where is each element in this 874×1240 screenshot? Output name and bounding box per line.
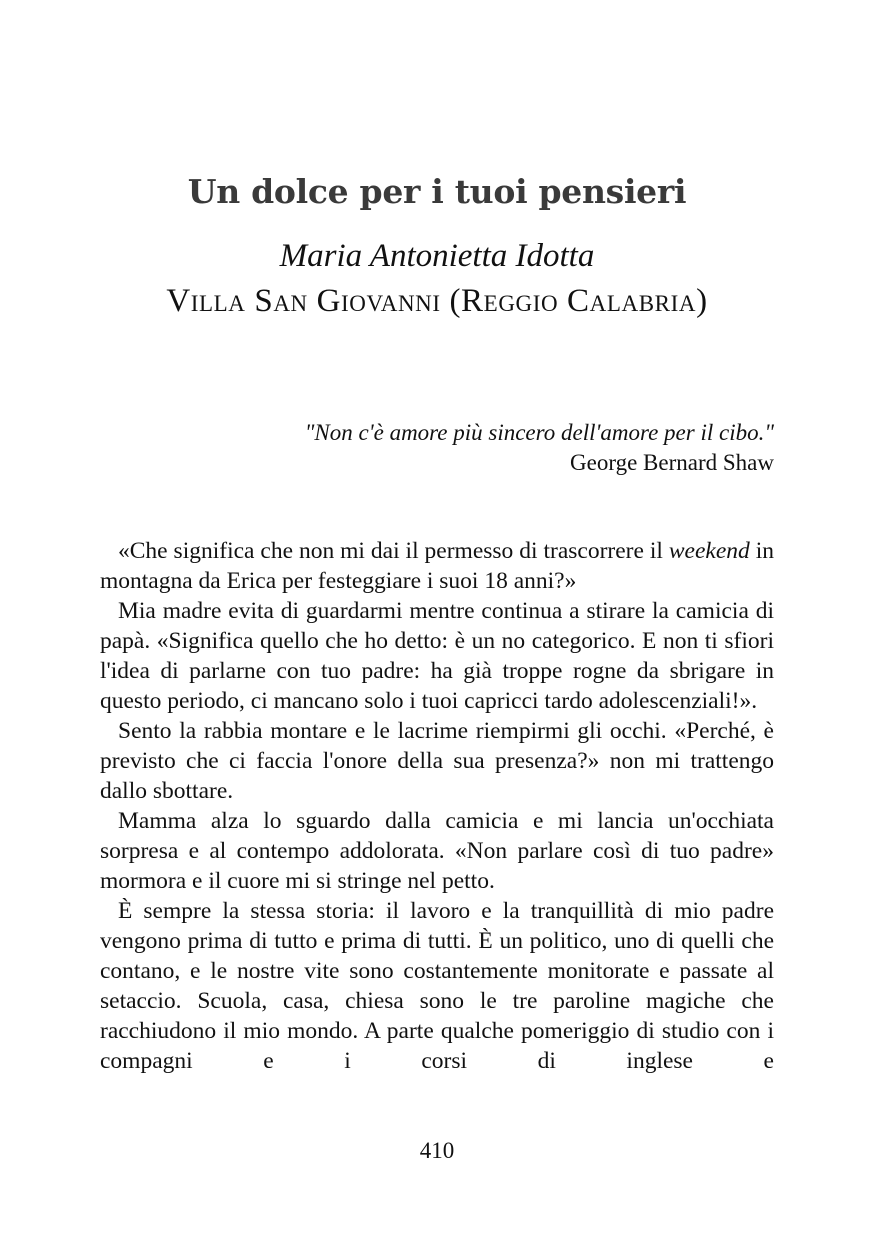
paragraph: È sempre la stessa storia: il lavoro e la tranquillità di mio padre vengono prima di tutto e prima di tutti. È un politico, uno di quelli che contano, e le nostre vite sono costantemente monitorate e passate al setaccio. Scuola, casa, chiesa sono le tre paroline magiche che racchiudono il mio mondo. A parte qualche pomeriggio di studio con i compagni e i corsi di inglese e [100, 898, 774, 1074]
paragraph: Mia madre evita di guardarmi mentre continua a stirare la camicia di papà. «Significa quello che ho detto: è un no categorico. E non ti sfiori l'idea di parlarne con tuo padre: ha già troppe rogne da sbrigare in questo periodo, ci mancano solo i tuoi capricci tardo adolescenziali!». [100, 598, 774, 714]
paragraph [100, 536, 774, 596]
chapter-author: Maria Antonietta Idotta [279, 238, 595, 274]
body-text [100, 536, 774, 1076]
paragraph-text: «Che significa che non mi dai il permesso di trascorrere il [118, 538, 669, 564]
paragraph: Sento la rabbia montare e le lacrime riempirmi gli occhi. «Perché, è previsto che ci faccia l'onore della sua presenza?» non mi trattengo dallo sbottare. [100, 718, 774, 804]
paragraph-text: in montagna da Erica per festeggiare i suoi 18 anni?» [100, 538, 774, 594]
paragraph: Mamma alza lo sguardo dalla camicia e mi lancia un'occhiata sorpresa e al contempo addolorata. «Non parlare così di tuo padre» mormora e il cuore mi si stringe nel petto. [100, 808, 774, 894]
epigraph-quote: "Non c'è amore più sincero dell'amore per il cibo." [304, 420, 774, 445]
epigraph [305, 418, 774, 478]
page-number: 410 [419, 1138, 455, 1163]
epigraph-attribution: George Bernard Shaw [570, 450, 774, 475]
chapter-title: Un dolce per i tuoi pensieri [187, 172, 687, 211]
italic-word: weekend [668, 538, 750, 564]
author-location: Villa San Giovanni (Reggio Calabria) [166, 283, 708, 319]
